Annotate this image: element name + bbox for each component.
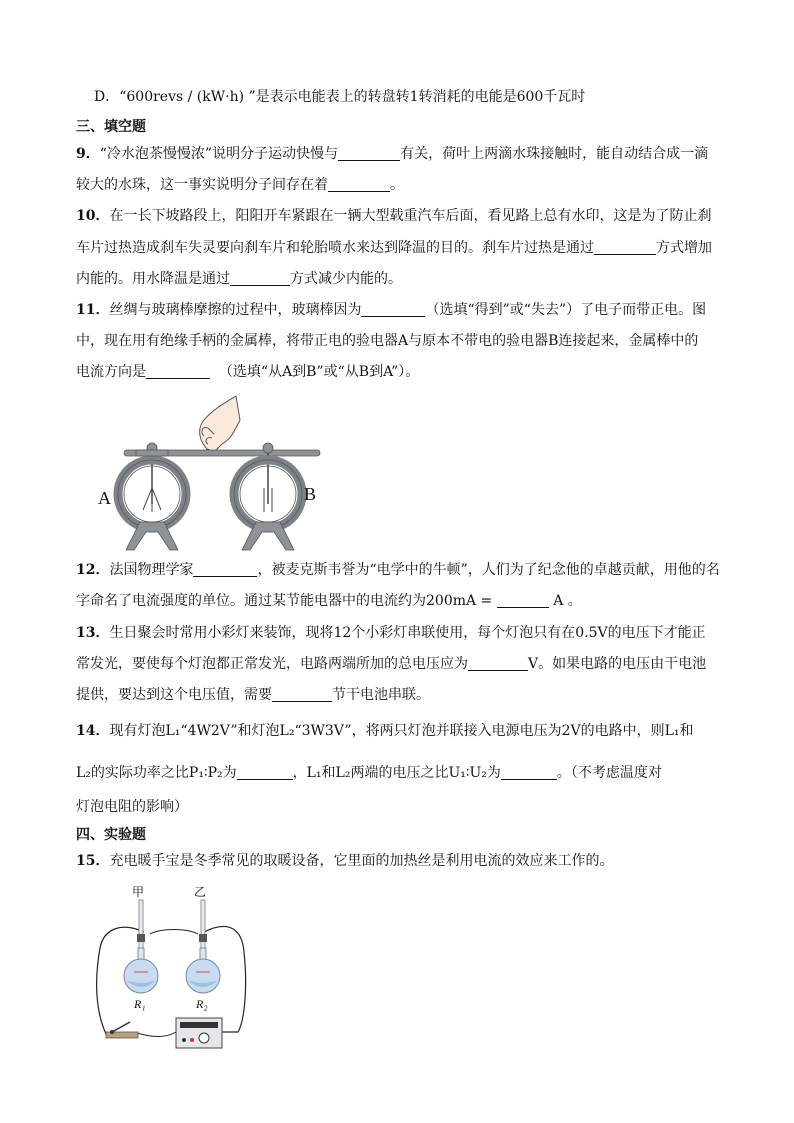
- answer-blank[interactable]: [237, 765, 293, 780]
- text: 中，现在用有绝缘手柄的金属棒，将带正电的验电器A与原本不带电的验电器B连接起来，金属棒中的: [76, 333, 699, 349]
- flask-r2: [186, 900, 220, 993]
- text: L₂的实际功率之比P₁∶P₂为: [76, 765, 237, 781]
- hand-icon: [200, 396, 240, 455]
- text: A 。: [553, 593, 582, 609]
- label-jia: 甲: [132, 885, 145, 899]
- question-9-line-2: [76, 176, 404, 194]
- answer-blank[interactable]: [193, 562, 257, 577]
- question-14-line-1: [76, 722, 694, 740]
- option-d: D．“600revs / (kW·h) ”是表示电能表上的转盘转1转消耗的电能是600千瓦时: [94, 89, 586, 105]
- question-13-line-2: [76, 655, 706, 673]
- text: “冷水泡茶慢慢浓”说明分子运动快慢与: [99, 146, 339, 162]
- question-14-line-2: [76, 764, 662, 782]
- text: 。: [390, 177, 404, 193]
- question-number: 9．: [76, 146, 100, 162]
- text: 。（不考虑温度对: [556, 765, 662, 781]
- section-heading-fill-in: 三、填空题: [76, 119, 146, 135]
- wire: [150, 930, 198, 935]
- label-r1: R₁: [134, 997, 146, 1011]
- wire: [134, 1032, 176, 1037]
- question-10-line-1: [76, 207, 711, 225]
- text: 在一长下坡路段上，阳阳开车紧跟在一辆大型载重汽车后面，看见路上总有水印，这是为了防止刹: [109, 208, 712, 224]
- text: 有关，荷叶上两滴水珠接触时，能自动结合成一滴: [400, 146, 709, 162]
- text: 电流方向是: [76, 364, 146, 380]
- power-supply-icon: [176, 1018, 222, 1048]
- answer-blank[interactable]: [146, 364, 210, 379]
- answer-blank[interactable]: [338, 146, 400, 161]
- switch-icon: [106, 1022, 138, 1038]
- question-number: 13．: [76, 625, 110, 641]
- answer-blank[interactable]: [328, 177, 390, 192]
- question-number: 10．: [76, 208, 110, 224]
- text: 较大的水珠，这一事实说明分子间存在着: [76, 177, 328, 193]
- text: 法国物理学家: [109, 562, 194, 578]
- text: （选填“得到”或“失去”）了电子而带正电。图: [425, 302, 707, 318]
- circuit-figure: [92, 882, 252, 1058]
- question-number: 15．: [76, 853, 110, 869]
- answer-blank[interactable]: [361, 302, 425, 317]
- answer-blank[interactable]: [497, 593, 549, 608]
- answer-blank[interactable]: [501, 765, 557, 780]
- text: 充电暖手宝是冬季常见的取暖设备，它里面的加热丝是利用电流的效应来工作的。: [109, 853, 614, 869]
- text: 提供，要达到这个电压值，需要: [76, 687, 272, 703]
- text: 车片过热造成刹车失灵要向刹车片和轮胎喷水来达到降温的目的。刹车片过热是通过: [76, 240, 594, 256]
- question-12-line-1: [76, 561, 720, 579]
- answer-blank[interactable]: [230, 271, 290, 286]
- question-10-line-2: [76, 239, 712, 257]
- electroscope-figure: [96, 392, 336, 552]
- text: 丝绸与玻璃棒摩擦的过程中，玻璃棒因为: [109, 302, 362, 318]
- text: （选填“从A到B”或“从B到A”）。: [218, 364, 420, 380]
- text: 字命名了电流强度的单位。通过某节能电器中的电流约为200mA =: [76, 593, 493, 609]
- question-10-line-3: [76, 270, 402, 288]
- answer-blank[interactable]: [594, 240, 656, 255]
- text: ，L₁和L₂两端的电压之比U₁∶U₂为: [292, 765, 501, 781]
- text: 方式减少内能的。: [290, 271, 402, 287]
- question-12-line-2: [76, 592, 582, 610]
- electroscope-b: [234, 443, 302, 550]
- text: V。如果电路的电压由干电池: [528, 656, 707, 672]
- text: 灯泡电阻的影响）: [76, 799, 188, 815]
- flask-r1: [124, 900, 158, 993]
- text: 节干电池串联。: [332, 687, 430, 703]
- section-heading-experiment: 四、实验题: [76, 827, 146, 843]
- label-a: A: [98, 488, 111, 508]
- label-yi: 乙: [194, 885, 207, 899]
- question-14-line-3: [76, 798, 188, 816]
- question-11-line-2: [76, 332, 698, 350]
- answer-blank[interactable]: [468, 656, 528, 671]
- question-number: 11．: [76, 302, 110, 318]
- question-9-line-1: [76, 145, 708, 163]
- question-13-line-1: [76, 624, 706, 642]
- question-number: 14．: [76, 723, 110, 739]
- text: 方式增加: [656, 240, 712, 256]
- label-r2: R₂: [196, 997, 208, 1011]
- answer-blank[interactable]: [272, 687, 332, 702]
- label-b: B: [304, 484, 317, 504]
- question-number: 12．: [76, 562, 110, 578]
- question-15-line-1: [76, 852, 613, 870]
- question-13-line-3: [76, 686, 430, 704]
- text: ，被麦克斯韦誉为“电学中的牛顿”，人们为了纪念他的卓越贡献，用他的名: [257, 562, 720, 578]
- text: 现有灯泡L₁“4W2V”和灯泡L₂“3W3V”，将两只灯泡并联接入电源电压为2V的电路中，则L₁和: [109, 723, 694, 739]
- question-11-line-3: [76, 363, 419, 381]
- question-11-line-1: [76, 301, 706, 319]
- text: 常发光，要使每个灯泡都正常发光，电路两端所加的总电压应为: [76, 656, 468, 672]
- text: 内能的。用水降温是通过: [76, 271, 230, 287]
- text: 生日聚会时常用小彩灯来装饰，现将12个小彩灯串联使用，每个灯泡只有在0.5V的电压下才能正: [109, 625, 706, 641]
- electroscope-a: [118, 443, 186, 550]
